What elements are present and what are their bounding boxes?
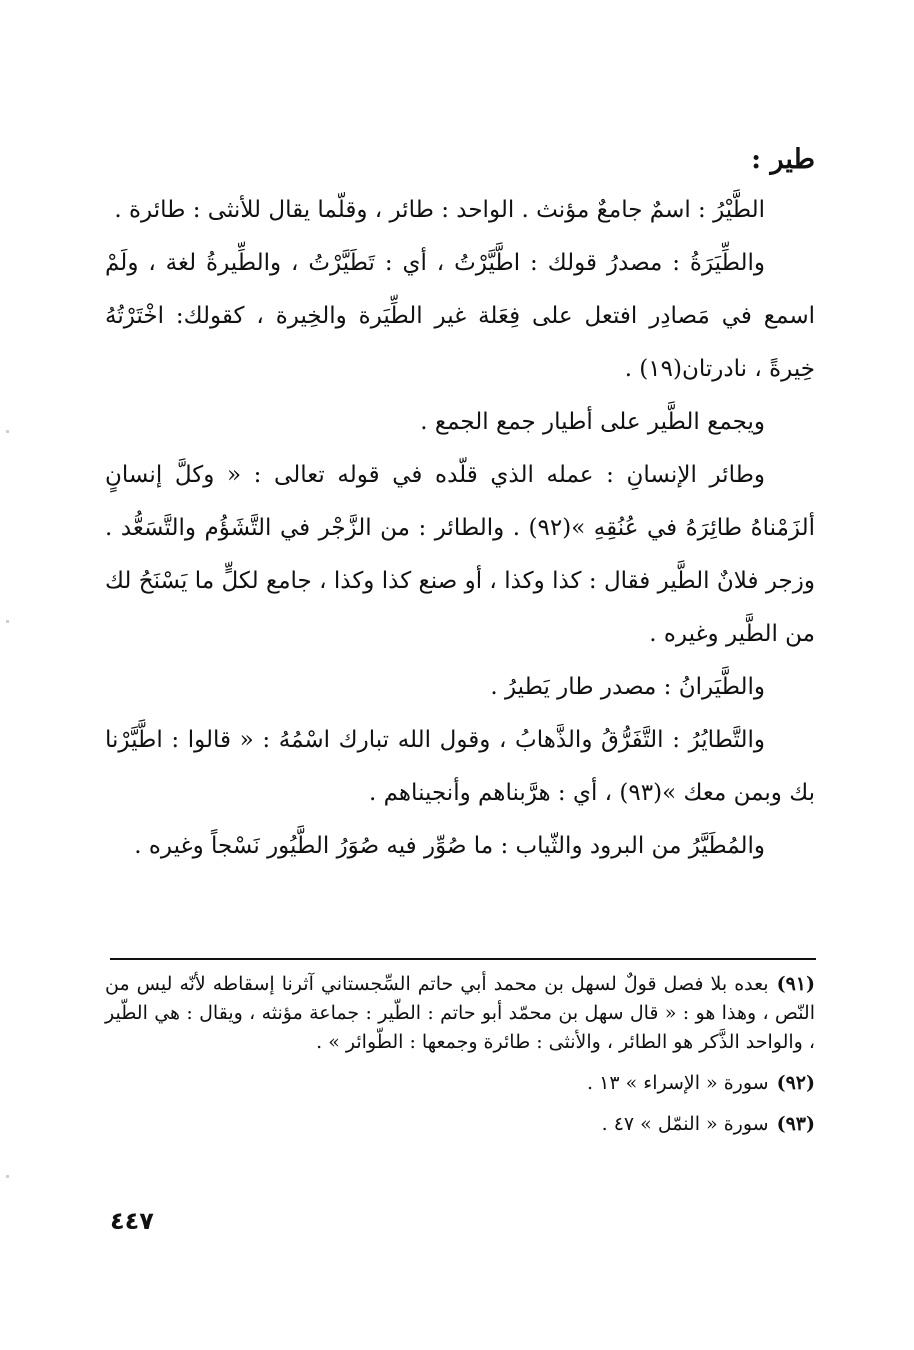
paragraph-tayr: الطَّيْرُ : اسمٌ جامعٌ مؤنث . الواحد : طائر ، وقلّما يقال للأنثى : طائرة .	[114, 197, 765, 223]
scan-mark	[6, 1175, 9, 1178]
scan-mark	[6, 430, 9, 433]
footnote-number: (٩٢)	[776, 1072, 815, 1094]
footnote-92	[105, 1069, 815, 1098]
paragraph-mutayyar: والمُطَيَّرُ من البرود والثّياب : ما صُوِّر فيه صُوَرُ الطَّيُور نَسْجاً وغيره .	[134, 833, 765, 859]
paragraph-tiyara: والطِّيَرَةُ : مصدرُ قولك : اطَّيَّرْتُ ، أي : تَطَيَّرْتُ ، والطِّيرةُ لغة ، ولَمْ اسمع في مَصادِر افتعل على فِعَلة غير الطِّيَرة والخِيرة ، كقولك: اخْتَرْتُهُ خِيرةً ، نادرتان(١٩) .	[105, 250, 815, 382]
scan-mark	[6, 620, 9, 623]
paragraph-plural: ويجمع الطَّير على أطيار جمع الجمع .	[420, 409, 765, 435]
footnote-number: (٩٣)	[776, 1113, 815, 1135]
footnote-text: بعده بلا فصل قولٌ لسهل بن محمد أبي حاتم السِّجستاني آثرنا إسقاطه لأنّه ليس من النّص ، وهذا هو : « قال سهل بن محمّد أبو حاتم : الطّير : جماعة مؤنثه ، ويقال : هي الطّير ، والواحد الذَّكر هو الطائر ، والأنثى : طائرة وجمعها : الطّوائر » .	[105, 973, 815, 1053]
footnote-93	[105, 1110, 815, 1139]
footnotes	[105, 970, 815, 1151]
paragraph-taer-insan: وطائر الإنسانِ : عمله الذي قلّده في قوله تعالى : « وكلَّ إنسانٍ ألزَمْناهُ طائِرَهُ في عُنُقِهِ »(٩٢) . والطائر : من الزَّجْر في التَّشَؤُم والتَّسَعُّد . وزجر فلانٌ الطَّير فقال : كذا وكذا ، أو صنع كذا وكذا ، جامع لكلٍّ ما يَسْنَحُ لك من الطَّير وغيره .	[105, 462, 815, 647]
footnote-91	[105, 970, 815, 1057]
page-number: ٤٤٧	[110, 1207, 154, 1235]
footnote-number: (٩١)	[776, 973, 815, 995]
main-text	[105, 140, 815, 873]
footnote-divider	[110, 958, 816, 960]
entry-heading: طير :	[751, 144, 815, 175]
paragraph-tatayur: والتَّطايُرُ : التَّفَرُّقُ والذَّهابُ ، وقول الله تبارك اسْمُهُ : « قالوا : اطَّيَّرْنا بك وبمن معك »(٩٣) ، أي : هرَّبناهم وأنجيناهم .	[105, 727, 815, 806]
paragraph-tayaran: والطَّيَرانُ : مصدر طار يَطيرُ .	[490, 674, 765, 700]
footnote-text: سورة « الإسراء » ١٣ .	[587, 1072, 769, 1094]
footnote-text: سورة « النمّل » ٤٧ .	[601, 1113, 769, 1135]
